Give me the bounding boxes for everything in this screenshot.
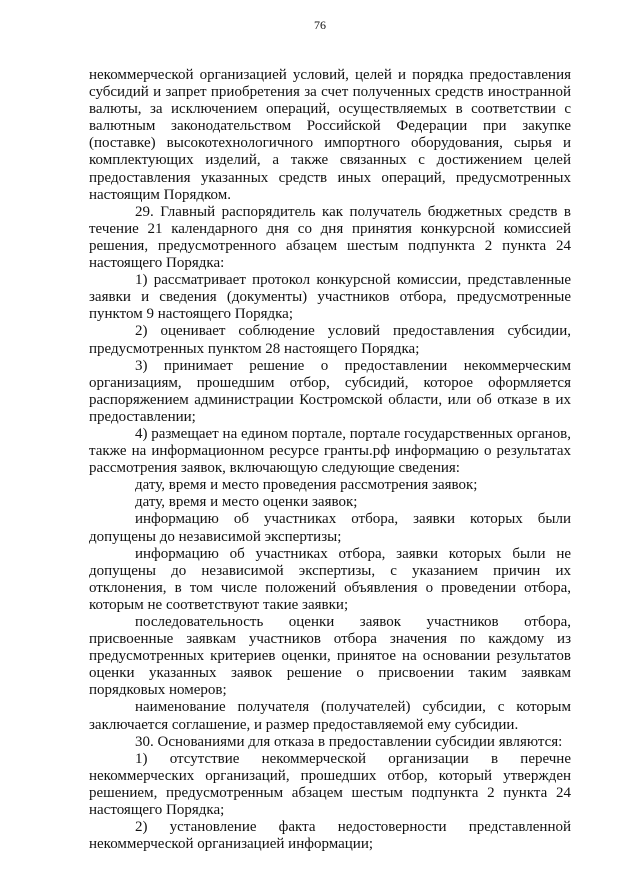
paragraph-refusal-ground-1: 1) отсутствие некоммерческой организации в перечне некоммерческих организаций, прошедших отбор, который утвержден решением, предусмотренным абзацем шестым подпункта 2 пункта 24 настоящего Порядка; [89, 750, 571, 819]
paragraph-recipient-name: наименование получателя (получателей) субсидии, с которым заключается соглашение, и размер предоставляемой ему субсидии. [89, 699, 571, 733]
paragraph-subitem-4: 4) размещает на едином портале, портале государственных органов, также на информационном ресурсе гранты.рф информацию о результатах рассмотрения заявок, включающую следующие сведения: [89, 425, 571, 477]
paragraph-subitem-3: 3) принимает решение о предоставлении некоммерческим организациям, прошедшим отбор, субсидий, которое оформляется распоряжением администрации Костромской области, или об отказе в их предоставлении; [89, 357, 571, 425]
document-body [89, 67, 571, 853]
paragraph-subitem-2: 2) оценивает соблюдение условий предоставления субсидии, предусмотренных пунктом 28 настоящего Порядка; [89, 323, 571, 357]
paragraph-evaluation-date: дату, время и место оценки заявок; [135, 494, 358, 511]
paragraph-admitted-participants: информацию об участниках отбора, заявки которых были допущены до независимой экспертизы; [89, 511, 571, 545]
paragraph-item-30: 30. Основаниями для отказа в предоставлении субсидии являются: [135, 733, 563, 750]
paragraph-review-date: дату, время и место проведения рассмотрения заявок; [135, 477, 478, 494]
paragraph-rejected-participants: информацию об участниках отбора, заявки которых были не допущены до независимой экспертизы, с указанием причин их отклонения, в том числе положений объявления о проведении отбора, которым не соответствуют такие заявки; [89, 545, 571, 613]
page-number: 76 [314, 18, 326, 32]
paragraph-item-29: 29. Главный распорядитель как получатель бюджетных средств в течение 21 календарного дня со дня принятия конкурсной комиссией решения, предусмотренного абзацем шестым подпункта 2 пункта 24 настоящего Порядка: [89, 203, 571, 272]
paragraph-evaluation-sequence: последовательность оценки заявок участников отбора, присвоенные заявкам участников отбора значения по каждому из предусмотренных критериев оценки, принятое на основании результатов оценки указанных заявок решение о присвоении таким заявкам порядковых номеров; [89, 614, 571, 699]
paragraph-subitem-1: 1) рассматривает протокол конкурсной комиссии, представленные заявки и сведения (документы) участников отбора, предусмотренные пунктом 9 настоящего Порядка; [89, 272, 571, 323]
paragraph-refusal-ground-2: 2) установление факта недостоверности представленной некоммерческой организацией информации; [89, 819, 571, 853]
paragraph-continuation: некоммерческой организацией условий, целей и порядка предоставления субсидий и запрет приобретения за счет полученных средств иностранной валюты, за исключением операций, осуществляемых в соответствии с валютным законодательством Российской Федерации при закупке (поставке) высокотехнологичного импортного оборудования, сырья и комплектующих изделий, а также связанных с достижением целей предоставления указанных средств иных операций, предусмотренных настоящим Порядком. [89, 67, 571, 203]
